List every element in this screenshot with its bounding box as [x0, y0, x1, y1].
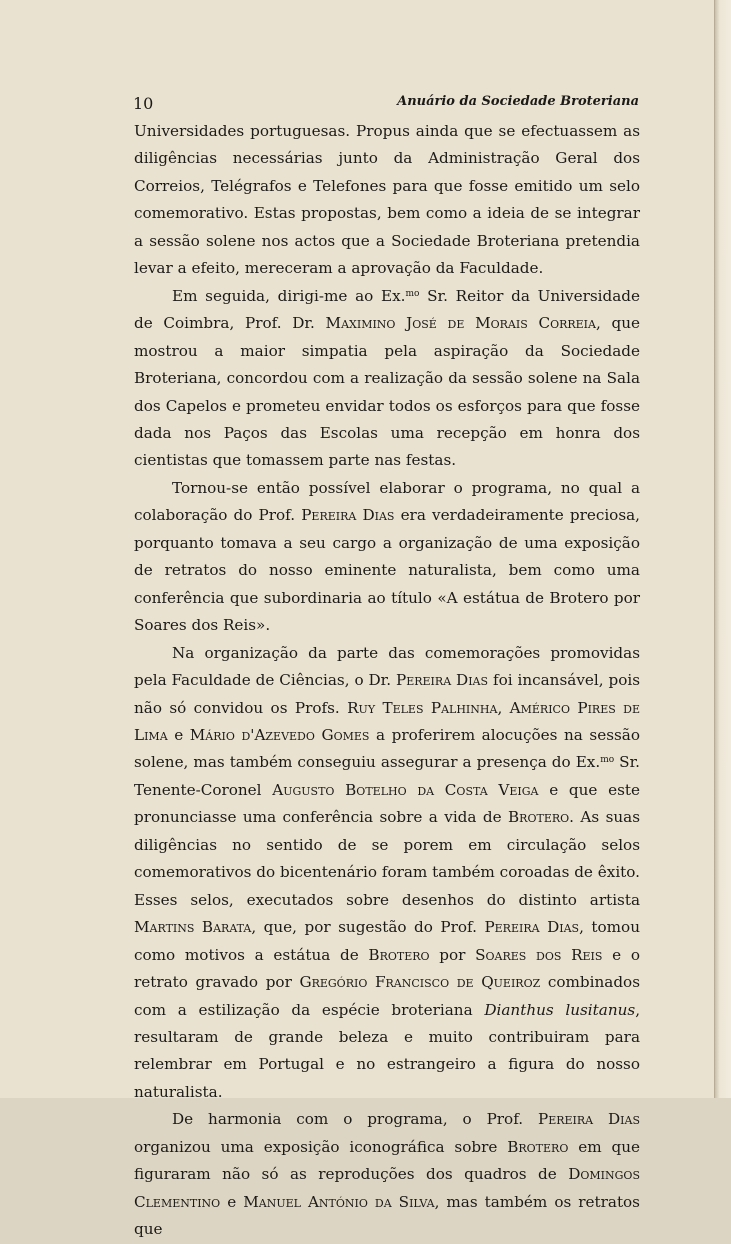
paragraph — [134, 475, 640, 640]
page-edge — [714, 0, 731, 1098]
text-run: Em seguida, dirigi-me ao Ex. — [172, 286, 406, 305]
person-name: Pereira Dias — [301, 506, 395, 525]
paragraph — [134, 118, 640, 283]
person-name: Brotero — [368, 945, 430, 964]
superscript: mo — [405, 288, 420, 299]
species-name: Dianthus lusitanus — [484, 1000, 636, 1019]
text-run: e o retrato gravado por — [134, 945, 641, 992]
text-run: . As suas diligências no sentido de se porem em circulação selos comemorativos do bicentenário foram também coroadas de êxito. Esses selos, executados sobre desenhos do distinto artista — [134, 808, 641, 909]
text-run: era verdadeiramente preciosa, porquanto tomava a seu cargo a organização de uma exposição de retratos do nosso eminente naturalista, bem como uma conferência que subordinaria ao título «A estátua de Brotero por Soares dos Reis». — [134, 506, 641, 635]
text-run: , que mostrou a maior simpatia pela aspiração da Sociedade Broteriana, concordou com a realização da sessão solene na Sala dos Capelos e prometeu envidar todos os esforços para que fosse dada nos Paços das Escolas uma recepção em honra dos cientistas que tomassem parte nas festas. — [134, 314, 641, 470]
superscript: mo — [600, 755, 615, 766]
text-run: em que figuraram não só as reproduções dos quadros de — [134, 1137, 640, 1184]
person-name: Gregório Francisco de Queiroz — [299, 973, 541, 992]
person-name: Maximino José de Morais Correia — [325, 314, 596, 333]
text-run: Tornou-se então possível elaborar o programa, no qual a colaboração do Prof. — [134, 478, 640, 525]
text-run: Sr. Tenente-Coronel — [134, 753, 641, 799]
paragraph — [134, 640, 640, 1107]
text-run: , resultaram de grande beleza e muito contribuiram para relembrar em Portugal e no estrangeiro a figura do nosso naturalista. — [134, 1000, 641, 1101]
text-run: , tomou como motivos a estátua de — [134, 918, 640, 964]
text-run: combinados com a estilização da espécie broteriana — [134, 973, 640, 1019]
person-name: Pereira Dias — [396, 671, 489, 690]
text-run: foi incansável, pois não só convidou os Profs. — [134, 671, 640, 717]
person-name: Mário d'Azevedo Gomes — [189, 725, 370, 744]
person-name: Américo Pires de Lima — [134, 698, 641, 744]
person-name: Martins Barata — [134, 918, 252, 937]
text-run: , que, por sugestão do Prof. — [251, 918, 485, 937]
text-run: por — [429, 945, 476, 964]
text-run: e — [220, 1192, 244, 1211]
page-number: 10 — [133, 94, 154, 113]
person-name: Soares dos Reis — [475, 945, 603, 964]
text-run: Sr. Reitor da Universidade de Coimbra, Prof. Dr. — [134, 286, 640, 333]
text-run: e — [167, 725, 190, 744]
body-text — [134, 118, 640, 1244]
paragraph — [134, 1106, 640, 1243]
text-run: , — [497, 698, 510, 717]
person-name: Ruy Teles Palhinha — [347, 698, 498, 717]
person-name: Pereira Dias — [537, 1110, 640, 1129]
text-run: e que este pronunciasse uma conferência sobre a vida de — [134, 780, 640, 827]
running-title: Anuário da Sociedade Broteriana — [397, 94, 639, 109]
person-name: Augusto Botelho da Costa Veiga — [272, 780, 539, 799]
text-run: De harmonia com o programa, o Prof. — [172, 1110, 538, 1129]
person-name: Domingos Clementino — [134, 1165, 640, 1211]
text-run: Na organização da parte das comemorações promovidas pela Faculdade de Ciências, o Dr. — [134, 643, 640, 690]
person-name: Brotero — [508, 808, 570, 827]
paragraph — [134, 283, 640, 475]
person-name: Brotero — [507, 1137, 569, 1156]
text-run: Universidades portuguesas. Propus ainda que se efectuassem as diligências necessárias junto da Administração Geral dos Correios, Telégrafos e Telefones para que fosse emitido um selo comemorativo. Estas propostas, bem como a ideia de se integrar a sessão solene nos actos que a Sociedade Broteriana pretendia levar a efeito, mereceram a aprovação da Faculdade. — [134, 122, 640, 278]
page-header — [133, 94, 639, 114]
person-name: Manuel António da Silva — [243, 1192, 435, 1211]
text-run: organizou uma exposição iconográfica sobre — [134, 1137, 508, 1156]
text-run: a proferirem alocuções na sessão solene, mas também conseguiu assegurar a presença do Ex. — [134, 725, 640, 772]
person-name: Pereira Dias — [484, 918, 580, 937]
text-run: , mas também os retratos que — [134, 1192, 640, 1239]
